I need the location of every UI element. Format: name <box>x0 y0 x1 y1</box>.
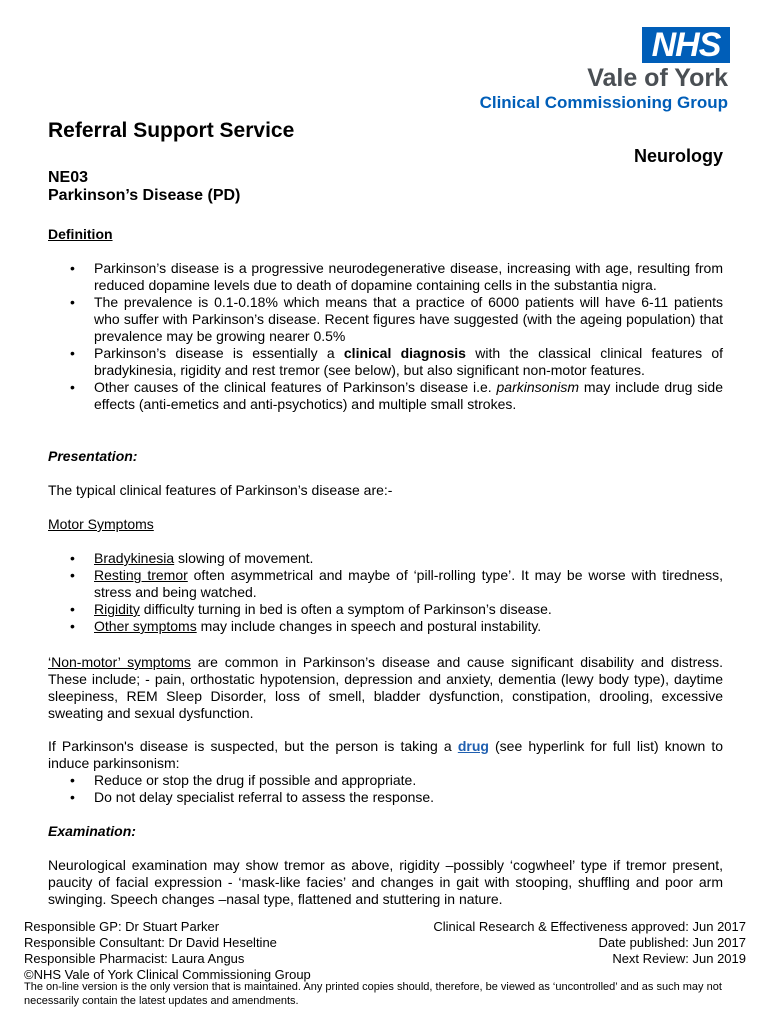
examination-heading: Examination: <box>48 823 136 839</box>
list-item: • Resting tremor often asymmetrical and maybe of ‘pill-rolling type’. It may be worse with tiredness, stress and being watched. <box>70 567 723 600</box>
footer-responsible <box>24 919 311 983</box>
list-item: • Other causes of the clinical features of Parkinson’s disease i.e. parkinsonism may include drug side effects (anti-emetics and anti-psychotics) and multiple small strokes. <box>70 379 723 412</box>
drug-paragraph: If Parkinson's disease is suspected, but the person is taking a drug (see hyperlink for full list) known to induce parkinsonism: <box>48 738 723 771</box>
presentation-intro: The typical clinical features of Parkinson’s disease are:- <box>48 482 393 498</box>
drug-link[interactable]: drug <box>457 738 489 754</box>
condition-title: Parkinson’s Disease (PD) <box>48 187 241 204</box>
examination-text: Neurological examination may show tremor as above, rigidity –possibly ‘cogwheel’ type if tremor present, paucity of facial expression - ‘mask-like facies’ and changes in gait with stooping, shuffling and poor arm swinging. Speech changes –nasal type, flattened and stuttering in nature. <box>48 857 723 907</box>
definition-list <box>48 260 723 413</box>
responsible-consultant: Responsible Consultant: Dr David Heseltine <box>24 935 277 950</box>
responsible-pharmacist: Responsible Pharmacist: Laura Angus <box>24 951 245 966</box>
motor-symptoms-list <box>48 550 723 635</box>
motor-symptoms-heading: Motor Symptoms <box>48 516 154 532</box>
nhs-logo: NHS <box>642 27 730 63</box>
published-date: Date published: Jun 2017 <box>598 935 746 950</box>
list-item: • Other symptoms may include changes in speech and postural instability. <box>70 618 542 634</box>
definition-heading: Definition <box>48 226 113 242</box>
document-title: Referral Support Service <box>48 119 295 142</box>
responsible-gp: Responsible GP: Dr Stuart Parker <box>24 919 220 934</box>
list-item: • The prevalence is 0.1-0.18% which means that a practice of 6000 patients will have 6-11 patients who suffer with Parkinson’s disease. Recent figures have suggested (with the ageing population) that prevalence may be growing nearer 0.5% <box>70 294 723 344</box>
presentation-heading: Presentation: <box>48 448 138 464</box>
list-item: • Reduce or stop the drug if possible and appropriate. <box>70 772 417 788</box>
non-motor-paragraph: ‘Non-motor’ symptoms are common in Parkinson’s disease and cause significant disability and distress. These include; - pain, orthostatic hypotension, depression and anxiety, dementia (lewy body type), daytime sleepiness, REM Sleep Disorder, loss of smell, bladder dysfunction, constipation, drooling, excessive sweating and sexual dysfunction. <box>48 654 723 721</box>
approved-date: Clinical Research & Effectiveness approved: Jun 2017 <box>433 919 746 934</box>
list-item: • Parkinson’s disease is essentially a clinical diagnosis with the classical clinical features of bradykinesia, rigidity and rest tremor (see below), but also significant non-motor features. <box>70 345 724 378</box>
org-subtitle: Clinical Commissioning Group <box>479 93 728 112</box>
footer-dates <box>433 919 746 967</box>
list-item: • Bradykinesia slowing of movement. <box>70 550 314 566</box>
review-date: Next Review: Jun 2019 <box>612 951 746 966</box>
org-name: Vale of York <box>587 64 728 92</box>
copyright: ©NHS Vale of York Clinical Commissioning Group <box>24 967 311 982</box>
referral-code: NE03 <box>48 169 89 186</box>
list-item: • Rigidity difficulty turning in bed is often a symptom of Parkinson’s disease. <box>70 601 552 617</box>
footer-note: The on-line version is the only version that is maintained. Any printed copies should, therefore, be viewed as ‘uncontrolled’ and as such may not necessarily contain the latest updates and amendments. <box>24 981 722 1007</box>
list-item: • Do not delay specialist referral to assess the response. <box>70 789 435 805</box>
drug-actions-list <box>48 772 723 806</box>
list-item: • Parkinson’s disease is a progressive neurodegenerative disease, increasing with age, resulting from reduced dopamine levels due to death of dopamine containing cells in the substantia nigra. <box>70 260 723 293</box>
specialty-label: Neurology <box>633 146 723 166</box>
